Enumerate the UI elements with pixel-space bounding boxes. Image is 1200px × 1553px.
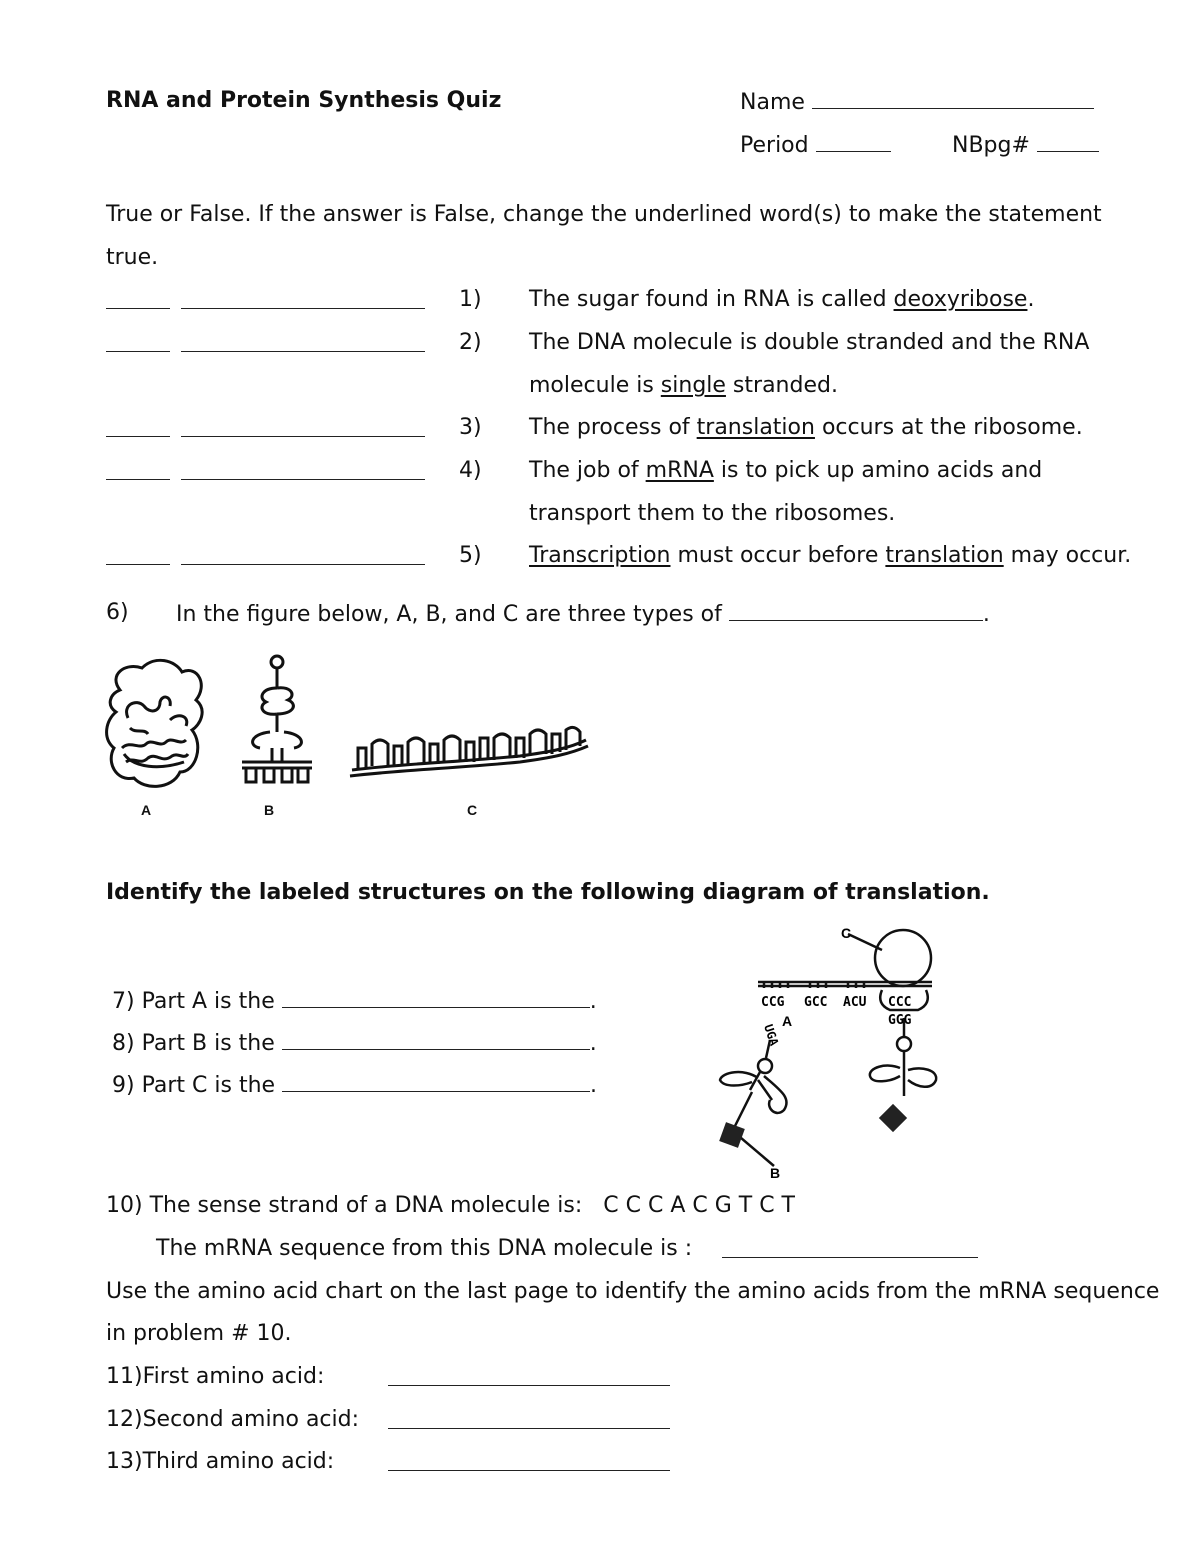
q8-blank[interactable] bbox=[282, 1029, 590, 1050]
tf-statement-1: The sugar found in RNA is called deoxyribose. bbox=[529, 287, 1035, 312]
figure-label-a: A bbox=[141, 802, 152, 818]
figure-label-c: C bbox=[467, 802, 478, 818]
tf-statement-4-line2: transport them to the ribosomes. bbox=[529, 501, 896, 526]
tf-statement-5: Transcription must occur before translation may occur. bbox=[529, 543, 1132, 568]
period-row bbox=[740, 131, 891, 159]
q10-mrna-blank[interactable] bbox=[722, 1237, 978, 1258]
q13-blank[interactable] bbox=[388, 1450, 670, 1471]
q-number: 8) bbox=[112, 1031, 135, 1056]
tf-instructions-line1: True or False. If the answer is False, change the underlined word(s) to make the statement bbox=[106, 202, 1102, 227]
amino-instructions-line2: in problem # 10. bbox=[106, 1321, 292, 1346]
mrna-drawing bbox=[350, 727, 588, 776]
q-number: 7) bbox=[112, 989, 135, 1014]
q9-row: 9) Part C is the . bbox=[112, 1073, 598, 1098]
tf-blanks-1 bbox=[106, 288, 425, 313]
underlined-term: single bbox=[660, 373, 726, 398]
tf-number: 4) bbox=[459, 458, 482, 483]
q-number: 10) bbox=[106, 1193, 143, 1218]
tf-blanks-5 bbox=[106, 544, 425, 569]
underlined-term: deoxyribose bbox=[893, 287, 1028, 312]
figure-label-b: B bbox=[264, 802, 275, 818]
diagram-label-b: B bbox=[770, 1165, 781, 1181]
q7-row: 7) Part A is the . bbox=[112, 989, 597, 1014]
tf-answer-blank[interactable] bbox=[106, 544, 170, 565]
tf-number: 2) bbox=[459, 330, 482, 355]
q8-row: 8) Part B is the . bbox=[112, 1031, 597, 1056]
q13-label: 13)Third amino acid: bbox=[106, 1449, 335, 1474]
amino-instructions-line1: Use the amino acid chart on the last page to identify the amino acids from the mRNA sequence bbox=[106, 1279, 1160, 1304]
anticodon-right: GGG bbox=[888, 1013, 912, 1028]
underlined-term: translation bbox=[696, 415, 815, 440]
q6-question: In the figure below, A, B, and C are three types of . bbox=[176, 602, 990, 627]
name-blank[interactable] bbox=[812, 88, 1094, 109]
tf-statement-2-line2: molecule is single stranded. bbox=[529, 373, 838, 398]
tf-correction-blank[interactable] bbox=[181, 416, 425, 437]
nbpg-label: NBpg# bbox=[952, 133, 1030, 158]
q6-blank[interactable] bbox=[729, 600, 983, 621]
anticodon-left: UGA bbox=[761, 1022, 782, 1048]
tf-correction-blank[interactable] bbox=[181, 459, 425, 480]
diagram-label-c: C bbox=[841, 925, 852, 941]
tf-statement-2-line1: The DNA molecule is double stranded and the RNA bbox=[529, 330, 1090, 355]
tf-number: 1) bbox=[459, 287, 482, 312]
diagram-label-a: A bbox=[782, 1013, 793, 1029]
underlined-term: translation bbox=[885, 543, 1004, 568]
q9-blank[interactable] bbox=[282, 1071, 590, 1092]
q10-mrna-prompt: The mRNA sequence from this DNA molecule is : bbox=[156, 1236, 693, 1261]
tf-statement-3: The process of translation occurs at the ribosome. bbox=[529, 415, 1083, 440]
q-number: 9) bbox=[112, 1073, 135, 1098]
name-label: Name bbox=[740, 90, 805, 115]
q12-label: 12)Second amino acid: bbox=[106, 1407, 360, 1432]
amino-acid-right bbox=[879, 1104, 907, 1132]
codon: CCC bbox=[888, 995, 912, 1010]
tf-number: 5) bbox=[459, 543, 482, 568]
codon: ACU bbox=[843, 995, 867, 1010]
q12-blank[interactable] bbox=[388, 1408, 670, 1429]
q10-row: 10) The sense strand of a DNA molecule is: C C C A C G T C T bbox=[106, 1193, 795, 1218]
ribosome-shape bbox=[875, 930, 931, 986]
q11-label: 11)First amino acid: bbox=[106, 1364, 325, 1389]
q6-number: 6) bbox=[106, 600, 129, 625]
period-label: Period bbox=[740, 133, 809, 158]
rna-types-figure bbox=[100, 650, 600, 825]
trna-drawing bbox=[242, 656, 312, 782]
translation-heading: Identify the labeled structures on the following diagram of translation. bbox=[106, 880, 990, 905]
tf-correction-blank[interactable] bbox=[181, 288, 425, 309]
tf-answer-blank[interactable] bbox=[106, 459, 170, 480]
underlined-term: mRNA bbox=[645, 458, 714, 483]
page-title: RNA and Protein Synthesis Quiz bbox=[106, 88, 502, 113]
translation-diagram bbox=[700, 920, 960, 1185]
tf-answer-blank[interactable] bbox=[106, 416, 170, 437]
tf-statement-4-line1: The job of mRNA is to pick up amino acids and bbox=[529, 458, 1043, 483]
tf-blanks-2 bbox=[106, 331, 425, 356]
dna-sequence: C C C A C G T C T bbox=[603, 1193, 795, 1218]
tf-instructions-line2: true. bbox=[106, 245, 159, 270]
tf-number: 3) bbox=[459, 415, 482, 440]
codon: GCC bbox=[804, 995, 828, 1010]
tf-blanks-3 bbox=[106, 416, 425, 441]
nbpg-blank[interactable] bbox=[1037, 131, 1099, 152]
q11-blank[interactable] bbox=[388, 1365, 670, 1386]
rrna-ribosome-drawing bbox=[107, 660, 203, 786]
amino-acid-left bbox=[719, 1122, 745, 1148]
tf-answer-blank[interactable] bbox=[106, 288, 170, 309]
tf-correction-blank[interactable] bbox=[181, 331, 425, 352]
underlined-term: Transcription bbox=[529, 543, 671, 568]
nbpg-row bbox=[952, 131, 1099, 159]
tf-correction-blank[interactable] bbox=[181, 544, 425, 565]
tf-blanks-4 bbox=[106, 459, 425, 484]
q7-blank[interactable] bbox=[282, 987, 590, 1008]
tf-answer-blank[interactable] bbox=[106, 331, 170, 352]
name-row bbox=[740, 88, 1094, 116]
period-blank[interactable] bbox=[816, 131, 891, 152]
codon: CCG bbox=[761, 995, 785, 1010]
